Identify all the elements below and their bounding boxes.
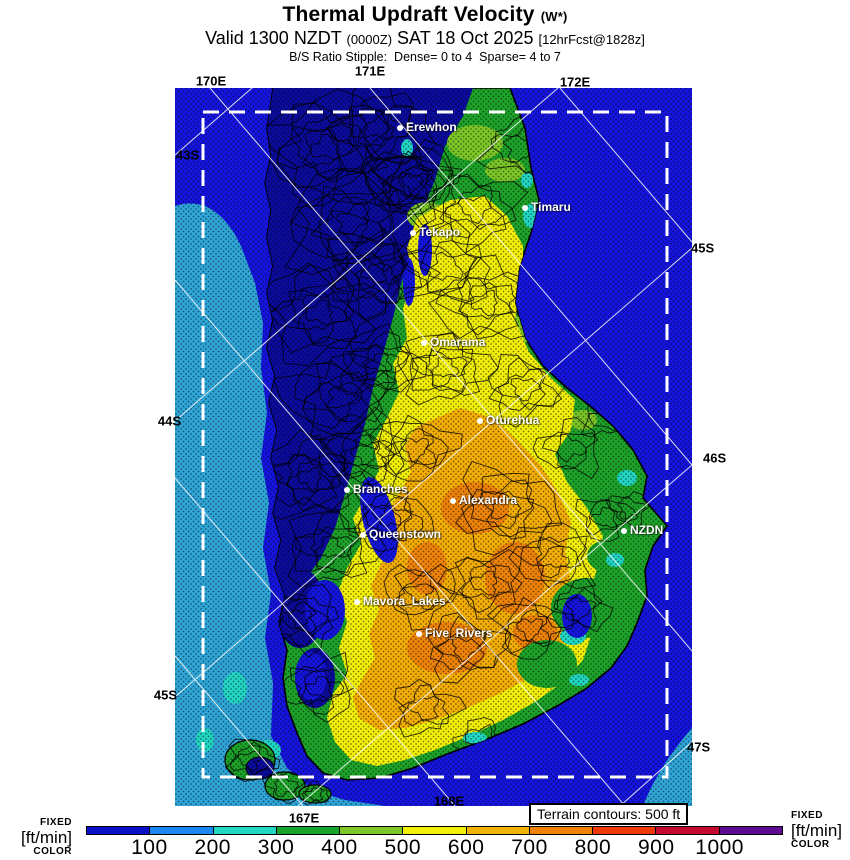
colorbar-cell [467,827,530,834]
colorbar-cell [720,827,782,834]
colorbar-unit-right [791,811,842,850]
grid-label: 46S [703,450,727,466]
colorbar-unit-left [8,818,72,857]
fixed-label: FIXED [791,810,823,821]
colorbar-tick: 500 [384,836,422,859]
colorbar-cell [593,827,656,834]
place-label: Tekapo [419,225,461,239]
place-label: Erewhon [406,120,457,134]
colorbar-tick: 1000 [695,836,744,859]
place-label: Queenstown [369,527,442,541]
title-text: Thermal Updraft Velocity [282,3,535,26]
valid-zulu: (0000Z) [346,32,393,47]
grid-label: 168E [433,793,465,809]
colorbar-tick: 200 [194,836,231,859]
grid-label: 45S [153,687,177,703]
unit-label: [ft/min] [791,821,843,840]
grid-label: 43S [176,147,200,163]
colorbar-tick: 900 [637,836,675,859]
terrain-note: Terrain contours: 500 ft [529,803,688,825]
colorbar-cell [530,827,593,834]
place-label: Oturehua [486,413,540,427]
valid-prefix: Valid 1300 NZDT [205,28,342,48]
colorbar-cell [214,827,277,834]
title-variable-note: (W*) [540,9,568,24]
colorbar-tick: 700 [511,836,548,859]
unit-label: [ft/min] [20,828,72,847]
colorbar-cell [656,827,719,834]
valid-date: SAT 18 Oct 2025 [397,28,534,48]
color-label: COLOR [33,846,72,857]
colorbar-cell [87,827,150,834]
header [0,0,850,64]
colorbar-cell [150,827,213,834]
colorbar-tick: 100 [131,836,168,859]
colorbar-cell [277,827,340,834]
place-label: Five_Rivers [425,626,493,640]
map-svg [175,88,692,806]
page-title [0,3,850,27]
colorbar-tick: 400 [321,836,358,859]
colorbar-tick: 300 [257,836,295,859]
grid-label: 170E [195,73,227,89]
place-label: Omarama [430,335,486,349]
valid-fcst: [12hrFcst@1828z] [538,32,645,47]
place-label: Mavora_Lakes [363,594,446,608]
grid-label: 167E [288,810,320,826]
place-label: NZDN [630,523,664,537]
weather-map [175,88,692,806]
color-label: COLOR [791,839,830,850]
colorbar-cell [403,827,466,834]
grid-label: 45S [691,240,715,256]
place-label: Timaru [531,200,571,214]
valid-line [0,28,850,49]
place-label: Branches [353,482,408,496]
stipple-note: B/S Ratio Stipple: Dense= 0 to 4 Sparse= 4 to 7 [289,50,561,64]
grid-label: 44S [157,413,181,429]
colorbar-tick: 800 [574,836,612,859]
grid-label: 172E [559,74,591,90]
fixed-label: FIXED [40,817,72,828]
colorbar [86,826,783,835]
grid-label: 171E [354,63,386,79]
grid-label: 47S [687,739,711,755]
colorbar-cell [340,827,403,834]
colorbar-tick: 600 [447,836,485,859]
place-label: Alexandra [459,493,518,507]
